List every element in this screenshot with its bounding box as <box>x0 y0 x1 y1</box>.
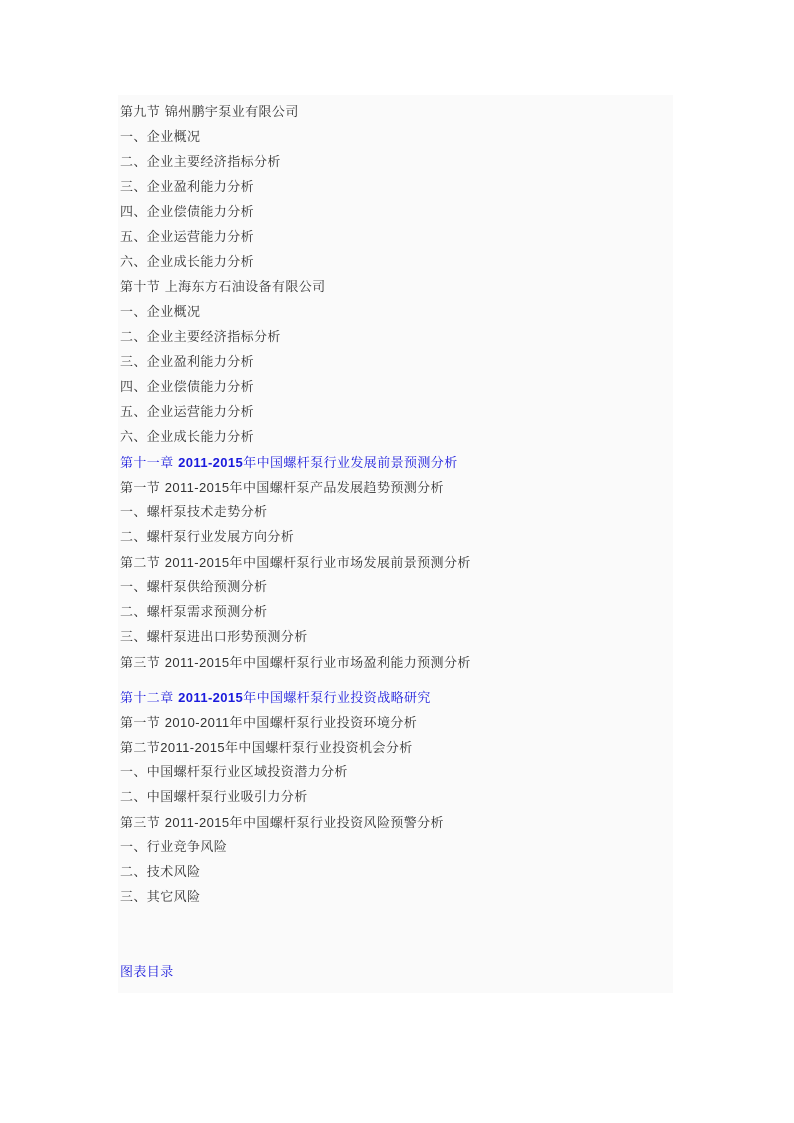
toc-entry <box>120 500 680 525</box>
toc-entry-text: 五、企业运营能力分析 <box>120 230 255 245</box>
toc-entry-text: 第十一章 <box>120 456 179 471</box>
toc-chapter-heading[interactable] <box>120 450 680 475</box>
toc-entry <box>120 200 680 225</box>
toc-entry-text: 六、企业成长能力分析 <box>120 430 255 445</box>
toc-entry <box>120 400 680 425</box>
toc-entry <box>120 760 680 785</box>
toc-entry-text: 第九节 锦州鹏宇泵业有限公司 <box>120 105 299 120</box>
toc-entry <box>120 375 680 400</box>
toc-entry <box>120 350 680 375</box>
toc-entry-text: 一、螺杆泵技术走势分析 <box>120 505 268 520</box>
toc-chapter-heading[interactable] <box>120 685 680 710</box>
toc-entry <box>120 600 680 625</box>
toc-entry-title: 年中国螺杆泵行业发展前景预测分析 <box>243 456 458 471</box>
toc-entry-text: 五、企业运营能力分析 <box>120 405 255 420</box>
toc-entry-text: 一、行业竞争风险 <box>120 840 228 855</box>
toc-entry <box>120 575 680 600</box>
table-of-contents <box>120 100 680 985</box>
toc-entry <box>120 475 680 500</box>
toc-entry <box>120 625 680 650</box>
toc-entry-text: 三、其它风险 <box>120 890 201 905</box>
toc-entry <box>120 860 680 885</box>
toc-entry-text: 二、螺杆泵需求预测分析 <box>120 605 268 620</box>
toc-entry-text: 二、螺杆泵行业发展方向分析 <box>120 530 295 545</box>
toc-entry-years: 2011-2015 <box>164 555 230 570</box>
toc-entry <box>120 835 680 860</box>
toc-entry-text: 二、企业主要经济指标分析 <box>120 330 281 345</box>
toc-group-companies-and-forecast <box>120 100 680 675</box>
toc-entry-years: 2011-2015 <box>178 690 244 705</box>
toc-entry <box>120 650 680 675</box>
toc-entry-years: 2011-2015 <box>164 480 230 495</box>
toc-entry-years: 2011-2015 <box>178 455 244 470</box>
toc-entry <box>120 525 680 550</box>
toc-entry <box>120 425 680 450</box>
toc-entry-text: 一、企业概况 <box>120 305 201 320</box>
toc-entry-years: 2011-2015 <box>164 655 230 670</box>
toc-entry <box>120 710 680 735</box>
toc-entry <box>120 175 680 200</box>
toc-entry-years: 2010-2011 <box>164 715 230 730</box>
toc-entry-text: 第十二章 <box>120 691 179 706</box>
toc-entry-years: 2011-2015 <box>160 740 226 755</box>
toc-entry-title: 年中国螺杆泵行业投资机会分析 <box>225 741 413 756</box>
toc-entry <box>120 785 680 810</box>
toc-entry <box>120 300 680 325</box>
toc-entry-text: 第三节 <box>120 816 165 831</box>
toc-entry-years: 2011-2015 <box>164 815 230 830</box>
toc-entry-text: 第三节 <box>120 656 165 671</box>
toc-entry-text: 三、企业盈利能力分析 <box>120 355 255 370</box>
toc-entry-text: 三、螺杆泵进出口形势预测分析 <box>120 630 308 645</box>
toc-entry-text: 四、企业偿债能力分析 <box>120 205 255 220</box>
toc-entry <box>120 100 680 125</box>
toc-entry <box>120 735 680 760</box>
toc-entry <box>120 225 680 250</box>
toc-entry-text: 一、螺杆泵供给预测分析 <box>120 580 268 595</box>
toc-group-investment-strategy <box>120 685 680 910</box>
toc-entry-text: 第一节 <box>120 481 165 496</box>
toc-entry <box>120 250 680 275</box>
toc-entry-text: 一、企业概况 <box>120 130 201 145</box>
toc-entry-text: 三、企业盈利能力分析 <box>120 180 255 195</box>
toc-entry-text: 第一节 <box>120 716 165 731</box>
figure-index-link[interactable]: 图表目录 <box>120 965 174 980</box>
toc-entry <box>120 150 680 175</box>
toc-entry <box>120 885 680 910</box>
toc-entry-title: 年中国螺杆泵行业市场发展前景预测分析 <box>229 556 471 571</box>
toc-entry <box>120 125 680 150</box>
toc-entry-title: 年中国螺杆泵行业投资战略研究 <box>243 691 431 706</box>
toc-entry-title: 年中国螺杆泵行业投资环境分析 <box>229 716 418 731</box>
toc-entry-text: 六、企业成长能力分析 <box>120 255 255 270</box>
toc-entry-text: 第二节 <box>120 556 165 571</box>
toc-entry-text: 二、技术风险 <box>120 865 201 880</box>
toc-entry-text: 二、中国螺杆泵行业吸引力分析 <box>120 790 308 805</box>
toc-entry <box>120 810 680 835</box>
toc-entry-text: 四、企业偿债能力分析 <box>120 380 255 395</box>
toc-entry-text: 二、企业主要经济指标分析 <box>120 155 281 170</box>
spacer <box>120 910 680 960</box>
toc-entry <box>120 550 680 575</box>
toc-entry-text: 第十节 上海东方石油设备有限公司 <box>120 280 326 295</box>
toc-entry-text: 第二节 <box>120 741 161 756</box>
toc-entry-title: 年中国螺杆泵行业市场盈利能力预测分析 <box>229 656 471 671</box>
toc-entry-text: 一、中国螺杆泵行业区域投资潜力分析 <box>120 765 348 780</box>
spacer <box>120 675 680 685</box>
toc-entry-title: 年中国螺杆泵产品发展趋势预测分析 <box>229 481 444 496</box>
toc-entry-title: 年中国螺杆泵行业投资风险预警分析 <box>229 816 444 831</box>
toc-entry <box>120 325 680 350</box>
toc-entry <box>120 275 680 300</box>
